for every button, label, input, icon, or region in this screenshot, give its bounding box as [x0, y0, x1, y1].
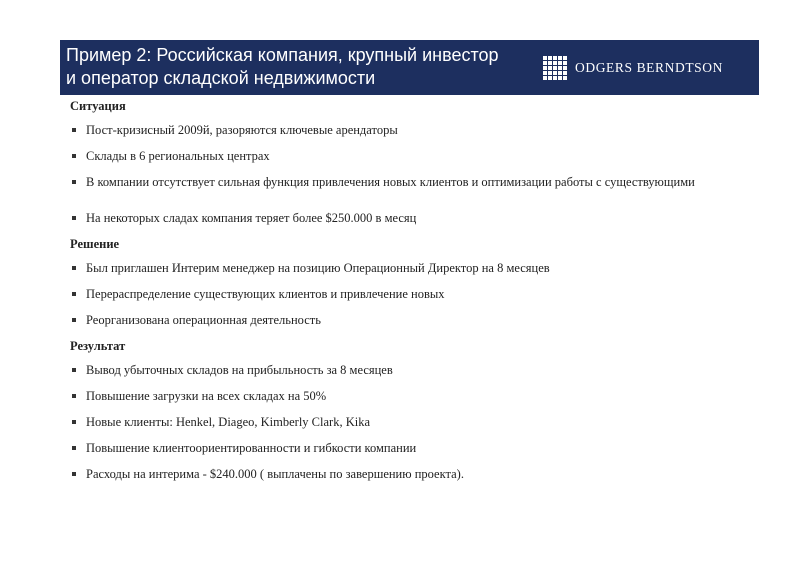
- bullet-item: Повышение загрузки на всех складах на 50%: [70, 388, 750, 414]
- bullet-item: Реорганизована операционная деятельность: [70, 312, 750, 338]
- slide-title: [66, 44, 536, 90]
- section-heading: Результат: [70, 339, 126, 353]
- bullet-item: В компании отсутствует сильная функция привлечения новых клиентов и оптимизации работы с существующими: [70, 174, 750, 210]
- slide-content: [70, 98, 750, 492]
- section-heading: Решение: [70, 237, 120, 251]
- slide-title-line-2: и оператор складской недвижимости: [66, 68, 376, 88]
- slide-title-line-1: Пример 2: Российская компания, крупный инвестор: [66, 45, 499, 65]
- bullet-item: Новые клиенты: Henkel, Diageo, Kimberly Clark, Kika: [70, 414, 750, 440]
- bullet-item: Перераспределение существующих клиентов и привлечение новых: [70, 286, 750, 312]
- logo-grid-icon: [543, 56, 567, 80]
- section-situation: [70, 98, 750, 236]
- section-solution: [70, 236, 750, 338]
- logo-text: ODGERS BERNDTSON: [575, 60, 723, 75]
- bullet-item: Склады в 6 региональных центрах: [70, 148, 750, 174]
- slide-header: [60, 40, 759, 95]
- bullet-item: Повышение клиентоориентированности и гибкости компании: [70, 440, 750, 466]
- company-logo: [543, 56, 723, 80]
- section-result: [70, 338, 750, 492]
- bullet-item: Вывод убыточных складов на прибыльность за 8 месяцев: [70, 362, 750, 388]
- bullet-list: [70, 362, 750, 492]
- bullet-item: Был приглашен Интерим менеджер на позицию Операционный Директор на 8 месяцев: [70, 260, 750, 286]
- section-heading: Ситуация: [70, 99, 126, 113]
- bullet-item: Расходы на интерима - $240.000 ( выплачены по завершению проекта).: [70, 466, 750, 492]
- bullet-item: На некоторых сладах компания теряет более $250.000 в месяц: [70, 210, 750, 236]
- bullet-item: Пост-кризисный 2009й, разоряются ключевые арендаторы: [70, 122, 750, 148]
- bullet-list: [70, 260, 750, 338]
- bullet-list: [70, 122, 750, 236]
